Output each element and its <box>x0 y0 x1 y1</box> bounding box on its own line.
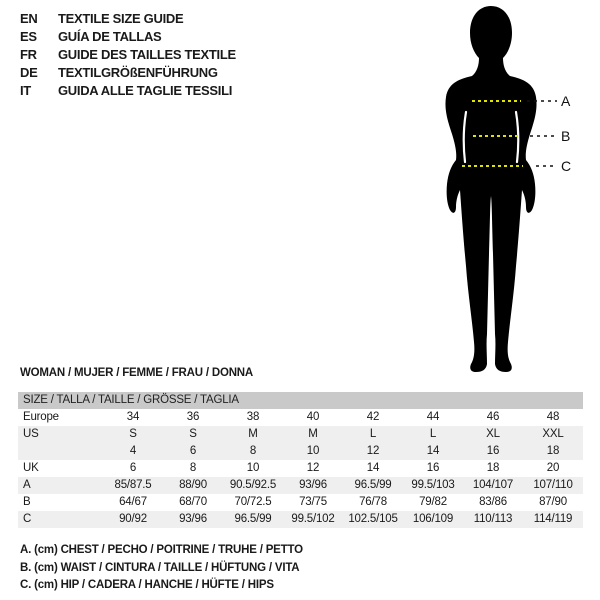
table-cell: 93/96 <box>179 513 207 525</box>
language-code: FR <box>20 47 37 62</box>
table-cell: S <box>129 428 137 440</box>
table-cell: 36 <box>186 411 200 423</box>
language-row-it <box>20 82 236 100</box>
table-cell: S <box>189 428 197 440</box>
table-cell: 8 <box>249 445 257 457</box>
table-row-us <box>18 426 583 443</box>
marker-c-label: C <box>561 158 572 174</box>
table-cell: 10 <box>246 462 260 474</box>
table-cell: 102.5/105 <box>348 513 398 525</box>
table-row-us-numeric <box>18 443 583 460</box>
row-label: Europe <box>23 411 59 423</box>
legend-chest: A. (cm) CHEST / PECHO / POITRINE / TRUHE / PETTO <box>20 544 303 556</box>
table-cell: 4 <box>129 445 137 457</box>
table-cell: 44 <box>426 411 440 423</box>
table-cell: 73/75 <box>299 496 327 508</box>
table-cell: 79/82 <box>419 496 447 508</box>
table-cell: 104/107 <box>472 479 514 491</box>
table-cell: 88/90 <box>179 479 207 491</box>
table-cell: L <box>429 428 437 440</box>
row-label: C <box>23 513 32 525</box>
table-cell: 20 <box>546 462 560 474</box>
language-list <box>20 10 236 100</box>
table-cell: 99.5/102 <box>291 513 335 525</box>
language-code: IT <box>20 83 31 98</box>
row-label: US <box>23 428 39 440</box>
table-cell: 83/86 <box>479 496 507 508</box>
table-cell: 96.5/99 <box>234 513 272 525</box>
table-cell: 99.5/103 <box>411 479 455 491</box>
table-cell: 14 <box>426 445 440 457</box>
legend-waist: B. (cm) WAIST / CINTURA / TAILLE / HÜFTUNG / VITA <box>20 561 300 574</box>
language-code: ES <box>20 29 37 44</box>
table-cell: 16 <box>426 462 440 474</box>
table-cell: 106/109 <box>412 513 454 525</box>
table-cell: XL <box>486 428 500 440</box>
language-row-fr <box>20 46 236 64</box>
row-label: B <box>23 496 31 508</box>
table-row-europe <box>18 409 583 426</box>
table-cell: 114/119 <box>533 513 573 525</box>
table-cell: 18 <box>486 462 500 474</box>
table-cell: 16 <box>486 445 500 457</box>
table-cell: 46 <box>486 411 500 423</box>
table-cell: 68/70 <box>179 496 207 508</box>
table-cell: 34 <box>126 411 140 423</box>
table-cell: 110/113 <box>473 513 513 525</box>
table-cell: 12 <box>306 462 320 474</box>
table-cell: 93/96 <box>299 479 327 491</box>
woman-silhouette-figure <box>420 4 580 372</box>
table-row-hip <box>18 511 583 528</box>
language-label: GUIDA ALLE TAGLIE TESSILI <box>58 83 233 98</box>
legend-hip: C. (cm) HIP / CADERA / HANCHE / HÜFTE / HIPS <box>20 579 274 591</box>
table-cell: M <box>308 428 318 440</box>
table-cell: 107/110 <box>533 479 573 491</box>
language-label: GUÍA DE TALLAS <box>58 29 162 44</box>
section-title: WOMAN / MUJER / FEMME / FRAU / DONNA <box>20 367 254 379</box>
table-cell: 12 <box>366 445 380 457</box>
table-cell: 40 <box>306 411 320 423</box>
language-label: TEXTILGRÖßENFÜHRUNG <box>58 65 218 80</box>
measurement-legend <box>20 542 303 595</box>
table-cell: 87/90 <box>539 496 567 508</box>
table-cell: XXL <box>542 428 564 440</box>
row-label: UK <box>23 462 39 474</box>
table-cell: 85/87.5 <box>114 479 152 491</box>
table-row-chest <box>18 477 583 494</box>
table-cell: 10 <box>306 445 320 457</box>
marker-a-label: A <box>561 93 571 109</box>
table-cell: 90/92 <box>119 513 147 525</box>
table-cell: 14 <box>366 462 380 474</box>
table-row-uk <box>18 460 583 477</box>
table-cell: 38 <box>246 411 260 423</box>
size-table-header: SIZE / TALLA / TAILLE / GRÖSSE / TAGLIA <box>18 392 583 409</box>
size-table <box>18 392 583 528</box>
table-cell: 6 <box>189 445 197 457</box>
table-cell: 96.5/99 <box>354 479 392 491</box>
woman-silhouette <box>445 6 536 372</box>
language-code: DE <box>20 65 38 80</box>
language-row-de <box>20 64 236 82</box>
table-row-waist <box>18 494 583 511</box>
table-cell: 70/72.5 <box>234 496 272 508</box>
table-cell: 76/78 <box>359 496 387 508</box>
table-cell: 42 <box>366 411 380 423</box>
table-cell: 48 <box>546 411 560 423</box>
table-cell: 18 <box>546 445 560 457</box>
language-label: GUIDE DES TAILLES TEXTILE <box>58 47 236 62</box>
table-cell: 8 <box>189 462 197 474</box>
table-cell: M <box>248 428 258 440</box>
language-code: EN <box>20 11 38 26</box>
row-label <box>18 443 103 460</box>
language-row-en <box>20 10 236 28</box>
table-cell: 6 <box>129 462 137 474</box>
table-cell: L <box>369 428 377 440</box>
marker-b-label: B <box>561 128 571 144</box>
table-cell: 64/67 <box>119 496 147 508</box>
language-row-es <box>20 28 236 46</box>
row-label: A <box>23 479 31 491</box>
table-cell: 90.5/92.5 <box>229 479 277 491</box>
language-label: TEXTILE SIZE GUIDE <box>58 11 184 26</box>
